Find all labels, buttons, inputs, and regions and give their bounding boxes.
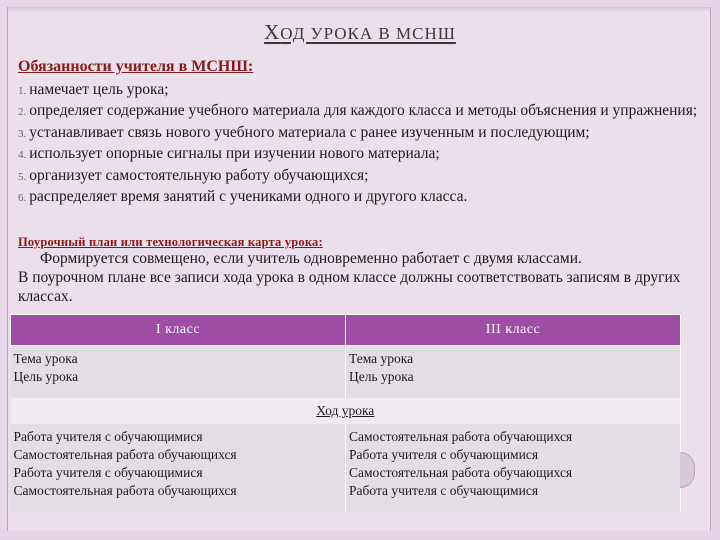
list-item: 6. распределяет время занятий с учениками одного и другого класса.: [18, 188, 468, 206]
step-item: Работа учителя с обучающимися: [13, 429, 203, 444]
paragraph-rest: В поурочном плане все записи хода урока в одном классе должны соответствовать записям в других классах.: [18, 269, 681, 305]
goal-label: Цель урока: [349, 369, 414, 384]
table-row: [11, 398, 681, 424]
merged-cell: [11, 398, 681, 424]
lesson-table: [10, 314, 681, 512]
lesson-course-label: Ход урока: [316, 403, 375, 418]
table-row: [11, 346, 681, 399]
table-cell: [346, 346, 681, 399]
column-header-class-1: I класс: [11, 315, 346, 346]
theme-label: Тема урока: [349, 351, 414, 366]
table-header-row: [11, 315, 681, 346]
list-item: 4. использует опорные сигналы при изучении нового материала;: [18, 145, 440, 163]
step-item: Самостоятельная работа обучающихся: [13, 447, 237, 462]
column-header-class-3: III класс: [346, 315, 681, 346]
slide-title: ХОД УРОКА В МСНШ: [264, 20, 456, 44]
table-cell: [11, 346, 346, 399]
list-item: 5. организует самостоятельную работу обучающихся;: [18, 166, 369, 184]
plan-heading: Поурочный план или технологическая карта урока:: [18, 235, 323, 249]
list-item: 3. устанавливает связь нового учебного материала с ранее изученным и последующим;: [18, 123, 590, 141]
step-item: Самостоятельная работа обучающихся: [349, 429, 573, 444]
duties-list: [18, 80, 708, 208]
step-item: Самостоятельная работа обучающихся: [349, 465, 573, 480]
list-item: 2. определяет содержание учебного материала для каждого класса и методы объяснения и упражнения;: [18, 102, 698, 120]
table-row: [11, 424, 681, 512]
step-item: Работа учителя с обучающимися: [349, 447, 539, 462]
step-item: Самостоятельная работа обучающихся: [13, 483, 237, 498]
list-item: 1. намечает цель урока;: [18, 81, 169, 98]
table-cell: [11, 424, 346, 512]
paragraph-line-1: Формируется совмещено, если учитель одновременно работает с двумя классами.: [40, 250, 582, 267]
table-cell: [346, 424, 681, 512]
theme-label: Тема урока: [13, 351, 78, 366]
step-item: Работа учителя с обучающимися: [349, 483, 539, 498]
goal-label: Цель урока: [13, 369, 79, 384]
plan-paragraph: [18, 249, 698, 306]
step-item: Работа учителя с обучающимися: [13, 465, 203, 480]
duties-heading: Обязанности учителя в МСНШ:: [18, 58, 254, 75]
